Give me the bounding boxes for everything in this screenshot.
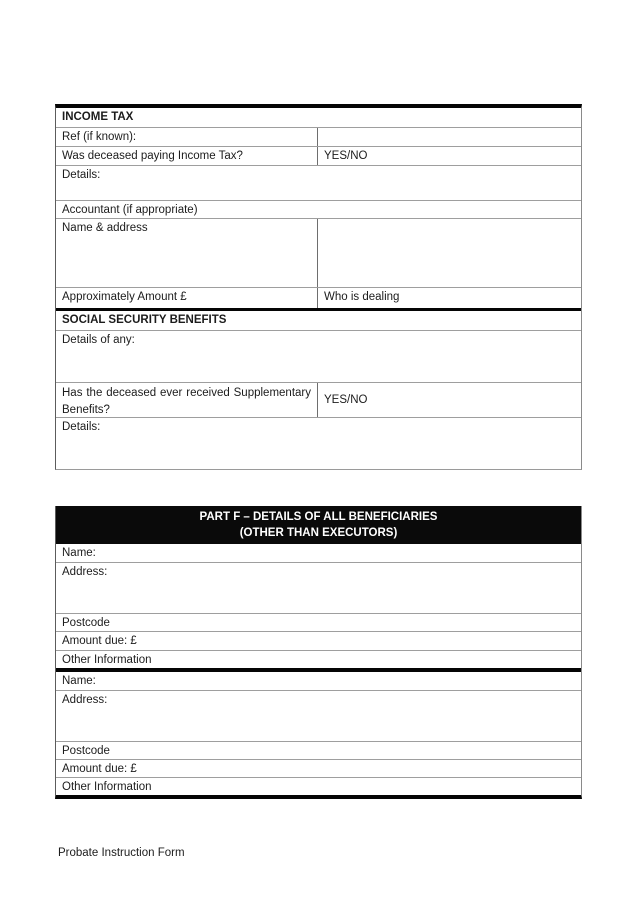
details-label: Details: — [62, 169, 101, 181]
paying-income-tax-label: Was deceased paying Income Tax? — [56, 147, 318, 165]
beneficiary1-name-row — [56, 544, 581, 563]
supplementary-benefits-row — [56, 383, 581, 418]
details-of-any-label: Details of any: — [62, 334, 135, 346]
beneficiary2-other-row — [56, 778, 581, 795]
income-tax-section-title: INCOME TAX — [62, 111, 134, 123]
supplementary-benefits-answer: YES/NO — [324, 393, 368, 406]
paying-income-tax-answer: YES/NO — [324, 150, 368, 162]
beneficiary1-postcode-label: Postcode — [62, 617, 110, 629]
beneficiary1-address-label: Address: — [62, 566, 108, 578]
beneficiary1-amount-label: Amount due: £ — [62, 635, 137, 647]
beneficiary1-name-label: Name: — [62, 547, 96, 559]
social-security-section-title: SOCIAL SECURITY BENEFITS — [62, 314, 227, 326]
beneficiary1-amount-row — [56, 632, 581, 651]
details2-label: Details: — [62, 421, 101, 433]
part-f-header-line1: PART F – DETAILS OF ALL BENEFICIARIES — [199, 511, 438, 523]
beneficiary2-amount-label: Amount due: £ — [62, 763, 137, 775]
beneficiary2-name-row — [56, 672, 581, 691]
approx-amount-label: Approximately Amount £ — [56, 288, 318, 308]
beneficiary1-address-row — [56, 563, 581, 614]
name-address-row — [56, 219, 581, 288]
name-address-label: Name & address — [56, 219, 318, 287]
beneficiary1-other-row — [56, 651, 581, 668]
name-address-value-cell — [318, 219, 581, 287]
social-security-title-row — [56, 311, 581, 331]
part-f-header-line2: (OTHER THAN EXECUTORS) — [239, 527, 398, 539]
supplementary-benefits-question: Has the deceased ever received Supplementary Benefits? — [56, 383, 318, 417]
accountant-row — [56, 201, 581, 219]
beneficiary2-name-label: Name: — [62, 675, 96, 687]
details-row — [56, 166, 581, 201]
beneficiary2-address-row — [56, 691, 581, 742]
income-tax-title-row — [56, 108, 581, 128]
amount-row — [56, 288, 581, 308]
beneficiary2-postcode-label: Postcode — [62, 745, 110, 757]
details2-row — [56, 418, 581, 469]
income-tax-table — [55, 104, 582, 470]
beneficiary1-other-label: Other Information — [62, 654, 152, 666]
part-f-header — [56, 506, 581, 544]
beneficiary2-address-label: Address: — [62, 694, 108, 706]
part-f-table — [55, 506, 582, 799]
page-footer: Probate Instruction Form — [58, 847, 185, 859]
ref-label: Ref (if known): — [56, 128, 318, 146]
details-of-any-row — [56, 331, 581, 383]
ref-value-cell — [318, 128, 581, 146]
accountant-label: Accountant (if appropriate) — [62, 204, 198, 216]
beneficiary1-postcode-row — [56, 614, 581, 632]
who-is-dealing-label: Who is dealing — [324, 291, 400, 303]
beneficiary2-amount-row — [56, 760, 581, 778]
beneficiary2-other-label: Other Information — [62, 781, 152, 793]
paying-income-tax-row — [56, 147, 581, 166]
beneficiary2-postcode-row — [56, 742, 581, 760]
ref-row — [56, 128, 581, 147]
